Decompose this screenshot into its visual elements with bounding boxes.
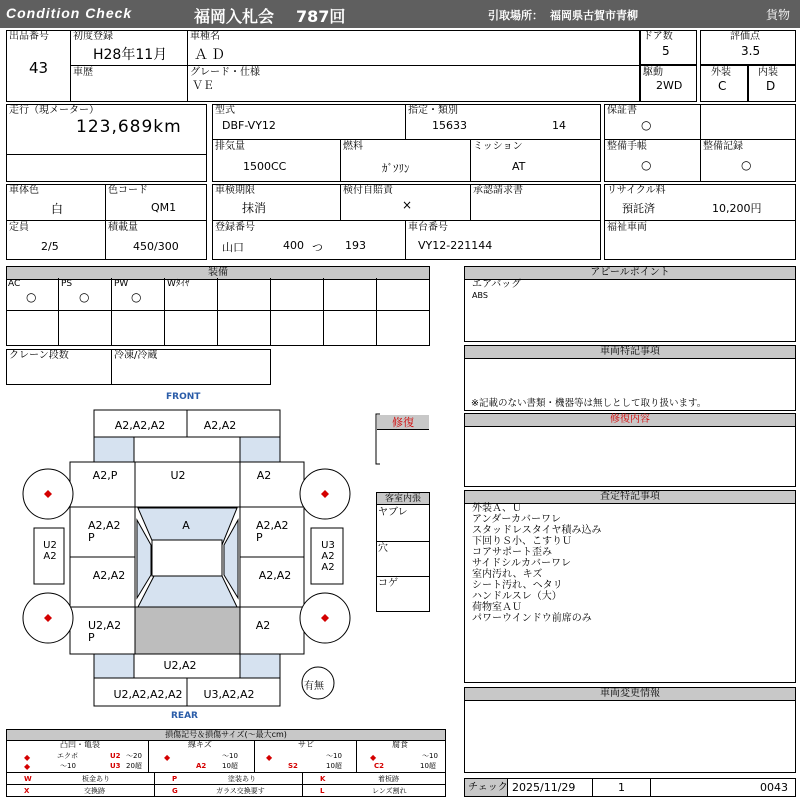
legend-text-l: レンズ割れ — [372, 787, 407, 795]
exterior-value: C — [718, 79, 727, 93]
cabin-title: 客室内張 — [377, 493, 429, 505]
model-value: DBF-VY12 — [222, 119, 276, 132]
legend-code-w: W — [24, 775, 32, 783]
change-info-panel — [464, 687, 796, 773]
legend-text-k: 着板跡 — [378, 775, 399, 783]
capacity-value: 2/5 — [41, 240, 59, 253]
history-label: 車歴 — [73, 67, 93, 78]
rear-fender-right: A2 — [255, 619, 271, 632]
record-label: 整備記録 — [703, 141, 743, 152]
legend-title: 損傷記号＆損傷サイズ(〜最大cm) — [7, 730, 445, 740]
spare-tire-yes: 有 — [304, 681, 314, 692]
recycle-value: 10,200円 — [712, 202, 762, 215]
equip-ac-label: AC — [8, 279, 21, 289]
mileage-value: 123,689km — [76, 117, 182, 137]
legend-a-size-4: 〜10 — [422, 752, 438, 760]
legend-text-p: 塗装あり — [228, 775, 256, 783]
assessment-line: シート汚れ、ヘタリ — [472, 580, 563, 591]
legend-diamond: ◆ — [164, 753, 171, 762]
special-note: ※記載のない書類・機器等は無しとして取り扱います。 — [471, 398, 707, 409]
special-title: 車両特記事項 — [465, 346, 795, 359]
lot-value: 43 — [29, 59, 49, 77]
assessment-line: スタッドレスタイヤ積み込み — [472, 525, 602, 536]
legend-code-k: K — [320, 775, 326, 783]
legend-text-w: 板金あり — [82, 775, 110, 783]
load-label: 積載量 — [108, 222, 138, 233]
spare-tire-no: 無 — [314, 681, 324, 692]
check-code: 0043 — [760, 781, 788, 794]
legend-code-g: G — [172, 787, 178, 795]
interior-value: D — [766, 79, 776, 93]
brand-label: Condition Check — [6, 5, 133, 21]
legend-a-size-2: 〜10 — [222, 752, 238, 760]
legend-u2: U2 — [110, 752, 121, 760]
lot-label: 出品番号 — [9, 31, 49, 42]
chassis-label: 車台番号 — [408, 222, 448, 233]
score-value: 3.5 — [741, 44, 761, 58]
reg-area: 山口 — [222, 241, 244, 254]
equipment-title: 装備 — [7, 267, 429, 280]
color-label: 車体色 — [9, 185, 39, 196]
warranty-value: ○ — [641, 118, 652, 132]
insurance-value: × — [402, 198, 413, 212]
legend-group-2: 線キズ — [188, 740, 212, 749]
recycle-status: 預託済 — [622, 202, 655, 215]
first-reg-label: 初度登録 — [73, 31, 113, 42]
insurance-label: 検付自賠責 — [343, 185, 393, 196]
legend-a-size: 〜10 — [60, 762, 76, 770]
record-value: ○ — [741, 158, 752, 172]
assessment-line: 荷物室ＡＵ — [472, 602, 522, 613]
front-bumper-right: A2,A2 — [203, 419, 237, 432]
front-door-right: A2,A2 P — [256, 519, 289, 544]
mileage-label: 走行（現メーター） — [9, 105, 99, 116]
grade-label: グレード・仕様 — [190, 67, 260, 78]
hood: U2 — [170, 469, 186, 482]
equip-pw-value: ○ — [131, 290, 142, 304]
legend-a-label: エクボ — [57, 752, 78, 760]
inspection-box — [212, 184, 601, 260]
reg-class: 400 — [283, 239, 304, 252]
fuel-label: 燃料 — [343, 141, 363, 152]
legend-a-size-3: 〜10 — [326, 752, 342, 760]
cabin-item-1: ヤブレ — [378, 507, 408, 518]
rear-label: REAR — [171, 711, 198, 721]
legend-s2-size: 10超 — [326, 762, 342, 770]
color-value: 白 — [51, 202, 64, 216]
legend-code-l: L — [320, 787, 325, 795]
exterior-label: 外装 — [711, 67, 731, 78]
warranty-label: 保証書 — [607, 105, 637, 116]
front-fender-right: A2 — [256, 469, 272, 482]
legend-u3: U3 — [110, 762, 121, 770]
front-bumper-left: A2,A2,A2 — [114, 419, 166, 432]
legend-u2-size: 〜20 — [126, 752, 142, 760]
legend-code-x: X — [24, 787, 30, 795]
appeal-line-2: ABS — [472, 291, 488, 300]
legend-a2-size: 10超 — [222, 762, 238, 770]
car-name-value: ＡＤ — [194, 47, 228, 63]
assessment-panel — [464, 490, 796, 683]
rear-door-left: A2,A2 — [92, 569, 126, 582]
check-num: 1 — [618, 781, 625, 794]
legend-text-x: 交換跡 — [84, 787, 105, 795]
pickup-place: 福岡県古賀市青柳 — [550, 9, 638, 22]
interior-label: 内装 — [758, 67, 778, 78]
legend-u3-size: 20超 — [126, 762, 142, 770]
recycle-label: リサイクル料 — [607, 185, 666, 196]
repair-content-title: 修復内容 — [465, 414, 795, 427]
front-door-left: A2,A2 P — [88, 519, 121, 544]
designation-value: 15633 — [432, 119, 467, 132]
legend-diamond: ◆ — [24, 753, 31, 762]
assessment-line: ハンドルスレ（大） — [472, 591, 562, 602]
assessment-line: コアサポート歪み — [472, 547, 552, 558]
appeal-panel — [464, 266, 796, 342]
manual-label: 整備手帳 — [607, 141, 647, 152]
assessment-line: サイドシルカバーワレ — [472, 558, 572, 569]
check-date: 2025/11/29 — [512, 781, 576, 794]
displacement-label: 排気量 — [215, 141, 245, 152]
equip-wtire-label: Wﾀｲﾔ — [167, 279, 190, 289]
assessment-line: 下回りＳ小、こすりＵ — [472, 536, 572, 547]
color-code-value: QM1 — [151, 201, 177, 214]
capacity-label: 定員 — [9, 222, 29, 233]
front-fender-left: A2,P — [92, 469, 118, 482]
equip-ps-label: PS — [61, 279, 73, 289]
designation-label: 指定・類別 — [408, 105, 458, 116]
category-value: 14 — [552, 119, 566, 132]
assessment-line: 室内汚れ、キズ — [472, 569, 543, 580]
legend-c2: C2 — [374, 762, 385, 770]
pickup-label: 引取場所： — [488, 9, 543, 22]
legend-code-p: P — [172, 775, 178, 783]
rear-door-right: A2,A2 — [258, 569, 292, 582]
vehicle-category: 貨物 — [766, 8, 791, 22]
doors-label: ドア数 — [643, 31, 673, 42]
check-label: チェック — [468, 782, 508, 793]
spare-tire — [304, 677, 324, 692]
reg-num: 193 — [345, 239, 366, 252]
drive-value: 2WD — [656, 79, 683, 92]
grade-value: ＶＥ — [192, 79, 214, 92]
legend-group-3: サビ — [298, 740, 314, 749]
mission-label: ミッション — [473, 141, 523, 152]
change-info-title: 車両変更情報 — [465, 688, 795, 701]
chassis-value: VY12-221144 — [418, 239, 493, 252]
welfare-label: 福祉車両 — [607, 222, 647, 233]
assessment-line: 外装Ａ、Ｕ — [472, 503, 522, 514]
cabin-item-3: コゲ — [378, 578, 398, 589]
appeal-title: アピールポイント — [465, 267, 795, 280]
reg-kana: つ — [312, 241, 323, 254]
left-side: U2 A2 — [43, 540, 57, 562]
fuel-value: ｶﾞｿﾘﾝ — [382, 162, 410, 175]
crane-label: クレーン段数 — [9, 350, 69, 361]
windshield: A — [182, 519, 190, 532]
approval-label: 承認請求書 — [473, 185, 523, 196]
legend-group-4: 腐食 — [392, 740, 408, 749]
first-reg-value: H28年11月 — [93, 47, 168, 63]
legend-a2: A2 — [196, 762, 207, 770]
rear-bumper-right: U3,A2,A2 — [203, 688, 255, 701]
inspection-value: 抹消 — [242, 201, 267, 215]
freezer-label: 冷凍/冷蔵 — [114, 350, 158, 361]
legend-group-1: 凸凹・亀裂 — [60, 740, 100, 749]
doors-value: 5 — [662, 44, 670, 58]
rear-gate: U2,A2 — [163, 659, 197, 672]
inspection-label: 車検期限 — [215, 185, 255, 196]
manual-value: ○ — [641, 158, 652, 172]
equip-ps-value: ○ — [79, 290, 90, 304]
assessment-line: パワーウインドウ前席のみ — [472, 613, 592, 624]
assessment-list — [472, 503, 602, 624]
car-name-label: 車種名 — [190, 31, 220, 42]
assessment-line: アンダーカバーワレ — [472, 514, 561, 525]
rear-fender-left: U2,A2 P — [88, 619, 122, 644]
legend-s2: S2 — [288, 762, 298, 770]
load-value: 450/300 — [133, 240, 179, 253]
right-side: U3 A2 A2 — [321, 540, 335, 573]
legend-diamond: ◆ — [24, 762, 31, 771]
legend-diamond: ◆ — [266, 753, 273, 762]
reg-no-label: 登録番号 — [215, 222, 255, 233]
equip-pw-label: PW — [114, 279, 129, 289]
score-label: 評価点 — [730, 31, 760, 42]
model-label: 型式 — [215, 105, 235, 116]
cabin-item-2: 穴 — [378, 543, 388, 554]
drive-label: 駆動 — [643, 67, 663, 78]
auction-lot-no: 787回 — [296, 7, 346, 26]
equipment-panel — [6, 266, 430, 346]
front-label: FRONT — [166, 392, 201, 402]
legend-c2-size: 10超 — [420, 762, 436, 770]
special-panel — [464, 345, 796, 411]
color-code-label: 色コード — [108, 185, 148, 196]
legend-text-g: ガラス交換要す — [216, 787, 265, 795]
repair-content-panel — [464, 413, 796, 487]
auction-name: 福岡入札会 — [194, 7, 275, 26]
mission-value: AT — [512, 160, 526, 173]
repair-label: 修復 — [377, 415, 429, 430]
rear-bumper-left: U2,A2,A2,A2 — [113, 688, 183, 701]
appeal-line-1: エアバッグ — [472, 279, 522, 290]
equip-ac-value: ○ — [26, 290, 37, 304]
displacement-value: 1500CC — [243, 160, 287, 173]
legend-diamond: ◆ — [370, 753, 377, 762]
assessment-title: 査定特記事項 — [465, 491, 795, 504]
